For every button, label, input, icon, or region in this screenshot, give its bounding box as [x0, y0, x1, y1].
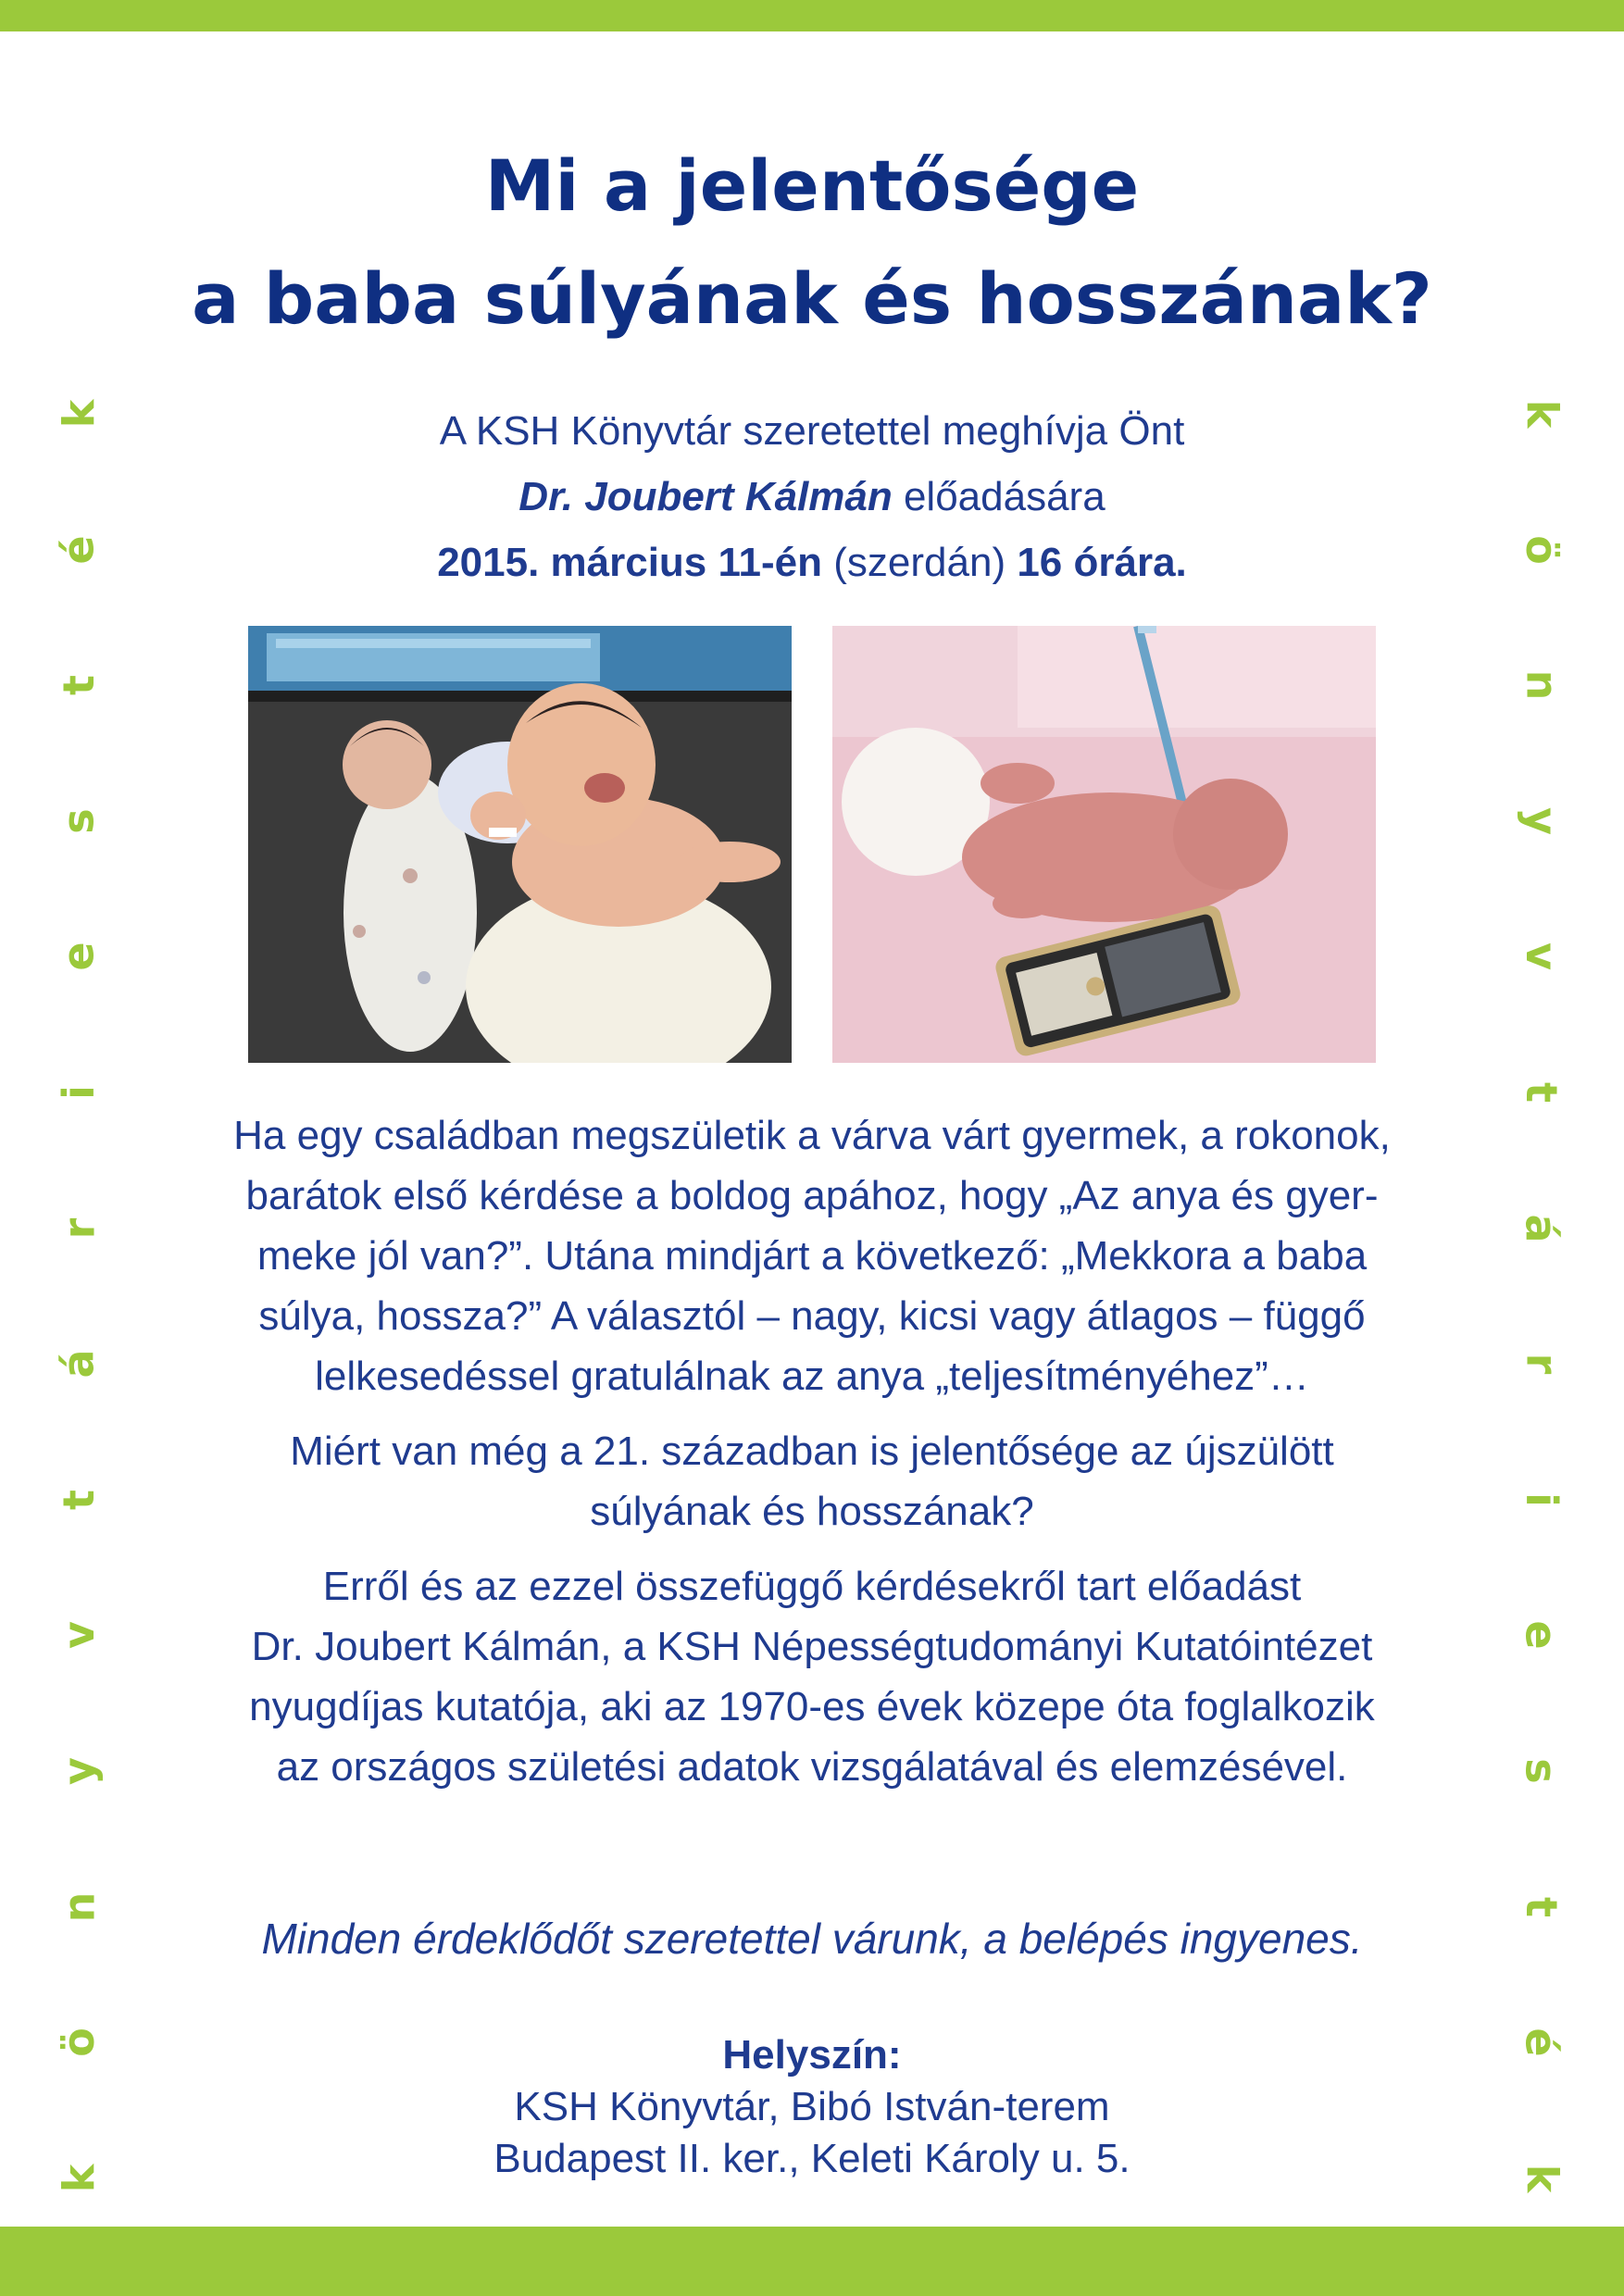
text-line: az országos születési adatok vizsgálatával és elemzésével.	[276, 1744, 1348, 1790]
text-line: Miért van még a 21. században is jelentősége az újszülött	[290, 1429, 1334, 1474]
side-letter: r	[54, 1217, 104, 1239]
title-line-1: Mi a jelentősége	[484, 144, 1140, 227]
event-day: (szerdán)	[822, 540, 1018, 585]
speaker-suffix: előadására	[892, 474, 1106, 519]
side-letter: r	[1517, 1353, 1567, 1375]
side-letter: e	[53, 942, 104, 972]
side-letter: k	[1517, 399, 1567, 429]
event-date: 2015. március 11-én	[437, 540, 823, 585]
event-time: 16 órára.	[1017, 540, 1187, 585]
text-line: Dr. Joubert Kálmán, a KSH Népességtudományi Kutatóintézet	[251, 1624, 1373, 1669]
side-letter: ö	[1516, 534, 1567, 565]
text-line: barátok első kérdése a boldog apához, hogy „Az anya és gyer-	[245, 1173, 1379, 1218]
bottom-green-bar	[0, 2227, 1624, 2296]
text-line: Ha egy családban megszületik a várva várt gyermek, a rokonok,	[233, 1113, 1391, 1158]
text-line: súlya, hossza?” A választól – nagy, kicsi vagy átlagos – függő	[258, 1293, 1366, 1339]
side-letter: ö	[53, 2028, 104, 2058]
invitation	[185, 398, 1439, 595]
top-green-bar	[0, 0, 1624, 31]
side-letter: t	[1517, 1082, 1567, 1104]
paragraph-1	[139, 1105, 1485, 1406]
side-letter: v	[1517, 942, 1567, 971]
venue	[185, 2029, 1439, 2185]
side-letter: é	[53, 535, 104, 565]
venue-line-1: KSH Könyvtár, Bibó István-terem	[514, 2084, 1110, 2129]
side-text-right	[1500, 389, 1583, 2203]
invite-line: A KSH Könyvtár szeretettel meghívja Önt	[439, 408, 1185, 454]
date-line	[185, 530, 1439, 595]
side-letter: y	[54, 1757, 104, 1786]
text-line: meke jól van?”. Utána mindjárt a következő: „Mekkora a baba	[256, 1233, 1368, 1279]
side-letter: e	[1516, 1620, 1567, 1651]
paragraph-2	[139, 1421, 1485, 1541]
side-letter: k	[54, 399, 104, 429]
side-letter: n	[54, 1891, 104, 1923]
speaker-name: Dr. Joubert Kálmán	[518, 474, 893, 519]
venue-line-2: Budapest II. ker., Keleti Károly u. 5.	[493, 2136, 1131, 2181]
welcome-note: Minden érdeklődőt szeretettel várunk, a belépés ingyenes.	[261, 1915, 1363, 1963]
photo-premature-baby	[832, 626, 1376, 1063]
venue-label: Helyszín:	[722, 2032, 902, 2078]
side-letter: k	[1517, 2164, 1567, 2193]
side-letter: v	[54, 1621, 104, 1650]
text-line: lelkesedéssel gratulálnak az anya „teljesítményéhez”…	[315, 1354, 1309, 1399]
text-line: súlyának és hosszának?	[590, 1489, 1034, 1534]
side-letter: i	[54, 1085, 104, 1100]
text-line: Erről és az ezzel összefüggő kérdésekről tart előadást	[322, 1564, 1302, 1609]
side-letter: s	[53, 808, 104, 834]
side-letter: é	[1516, 2028, 1567, 2057]
side-letter: á	[53, 1349, 104, 1379]
side-letter: y	[1517, 806, 1567, 835]
side-letter: t	[54, 1489, 104, 1510]
side-letter: s	[1516, 1758, 1567, 1784]
paragraph-3	[139, 1556, 1485, 1797]
side-letter: k	[54, 2164, 104, 2193]
side-letter: t	[1517, 1896, 1567, 1917]
side-letter: á	[1516, 1214, 1567, 1243]
text-line: nyugdíjas kutatója, aki az 1970-es évek közepe óta foglalkozik	[249, 1684, 1375, 1729]
page-title	[111, 130, 1513, 356]
side-letter: t	[54, 675, 104, 696]
body-text	[139, 1105, 1485, 1812]
side-letter: i	[1517, 1491, 1567, 1507]
side-letter: n	[1517, 669, 1567, 701]
side-text-left	[37, 389, 120, 2203]
title-line-2: a baba súlyának és hosszának?	[192, 257, 1432, 340]
photo-two-newborns	[248, 626, 792, 1063]
speaker-line	[185, 464, 1439, 530]
